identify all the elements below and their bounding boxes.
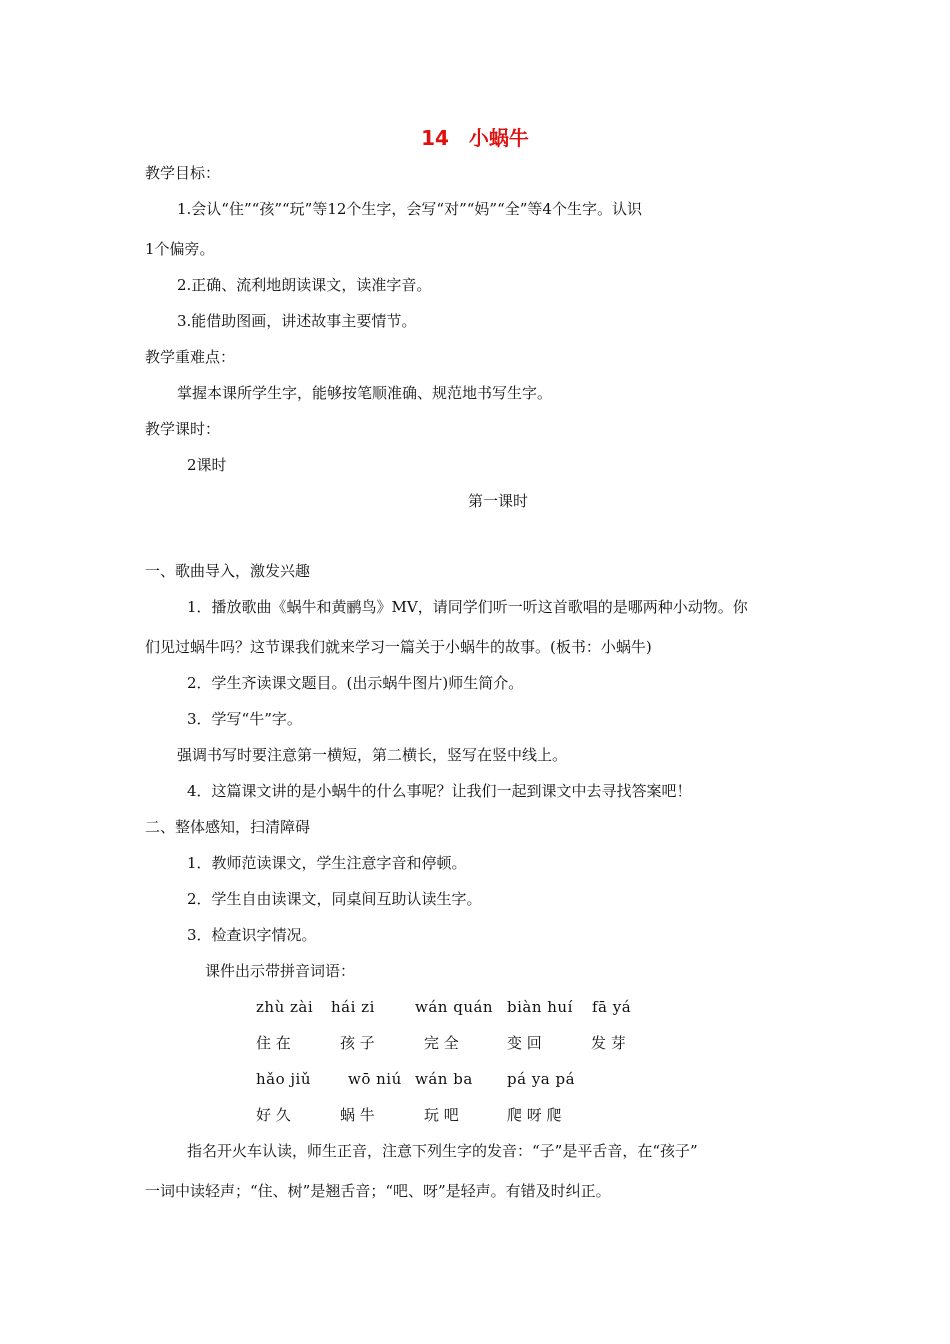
part-1-heading: 一、歌曲导入，激发兴趣 <box>145 562 311 580</box>
hanzi-word: 住 在 <box>256 1034 291 1052</box>
reading-note-line-2: 一词中读轻声；“住、树”是翘舌音；“吧、呀”是轻声。有错及时纠正。 <box>145 1182 611 1200</box>
part-1-item-3: 3．学写“牛”字。 <box>187 710 302 728</box>
hours-heading: 教学课时： <box>145 420 221 438</box>
part-1-item-3-note: 强调书写时要注意第一横短，第二横长，竖写在竖中线上。 <box>177 746 568 764</box>
pinyin-word: biàn huí <box>507 998 573 1016</box>
hanzi-word: 发 芽 <box>591 1034 626 1052</box>
pinyin-word: fā yá <box>592 998 632 1016</box>
goals-heading: 教学目标： <box>145 164 221 182</box>
part-2-item-3: 3．检查识字情况。 <box>187 926 317 944</box>
pinyin-word: hái zi <box>331 998 375 1016</box>
part-1-item-2: 2．学生齐读课文题目。(出示蜗牛图片)师生简介。 <box>187 674 524 692</box>
pinyin-word: wō niú <box>348 1070 402 1088</box>
hanzi-word: 爬 呀 爬 <box>507 1106 562 1124</box>
goal-1-line-2: 1个偏旁。 <box>145 240 215 258</box>
key-points-heading: 教学重难点： <box>145 348 236 366</box>
goal-2: 2.正确、流利地朗读课文，读准字音。 <box>177 276 432 294</box>
pinyin-word: zhù zài <box>256 998 314 1016</box>
part-2-item-3-note: 课件出示带拼音词语： <box>205 962 356 980</box>
key-points-text: 掌握本课所学生字，能够按笔顺准确、规范地书写生字。 <box>177 384 553 402</box>
hanzi-word: 完 全 <box>424 1034 459 1052</box>
pinyin-word: hǎo jiǔ <box>256 1070 312 1088</box>
hours-text: 2课时 <box>187 456 227 474</box>
hanzi-word: 玩 吧 <box>424 1106 459 1124</box>
part-2-heading: 二、整体感知，扫清障碍 <box>145 818 311 836</box>
reading-note-line-1: 指名开火车认读，师生正音，注意下列生字的发音：“子”是平舌音，在“孩子” <box>187 1142 698 1160</box>
goal-3: 3.能借助图画，讲述故事主要情节。 <box>177 312 417 330</box>
part-1-item-4: 4．这篇课文讲的是小蜗牛的什么事呢？让我们一起到课文中去寻找答案吧！ <box>187 782 692 800</box>
hanzi-word: 好 久 <box>256 1106 291 1124</box>
document-title: 14 小蜗牛 <box>421 126 529 150</box>
pinyin-word: pá ya pá <box>507 1070 576 1088</box>
hanzi-word: 孩 子 <box>340 1034 375 1052</box>
part-1-item-1-line-2: 们见过蜗牛吗？这节课我们就来学习一篇关于小蜗牛的故事。(板书：小蜗牛) <box>145 638 652 656</box>
pinyin-word: wán ba <box>415 1070 473 1088</box>
hanzi-word: 蜗 牛 <box>340 1106 375 1124</box>
lesson-1-heading: 第一课时 <box>467 492 528 510</box>
part-2-item-1: 1．教师范读课文，学生注意字音和停顿。 <box>187 854 467 872</box>
part-1-item-1-line-1: 1．播放歌曲《蜗牛和黄鹂鸟》MV，请同学们听一听这首歌唱的是哪两种小动物。你 <box>187 598 748 616</box>
hanzi-word: 变 回 <box>507 1034 542 1052</box>
pinyin-word: wán quán <box>415 998 494 1016</box>
part-2-item-2: 2．学生自由读课文，同桌间互助认读生字。 <box>187 890 482 908</box>
goal-1-line-1: 1.会认“住”“孩”“玩”等12个生字，会写“对”“妈”“全”等4个生字。认识 <box>177 200 642 218</box>
